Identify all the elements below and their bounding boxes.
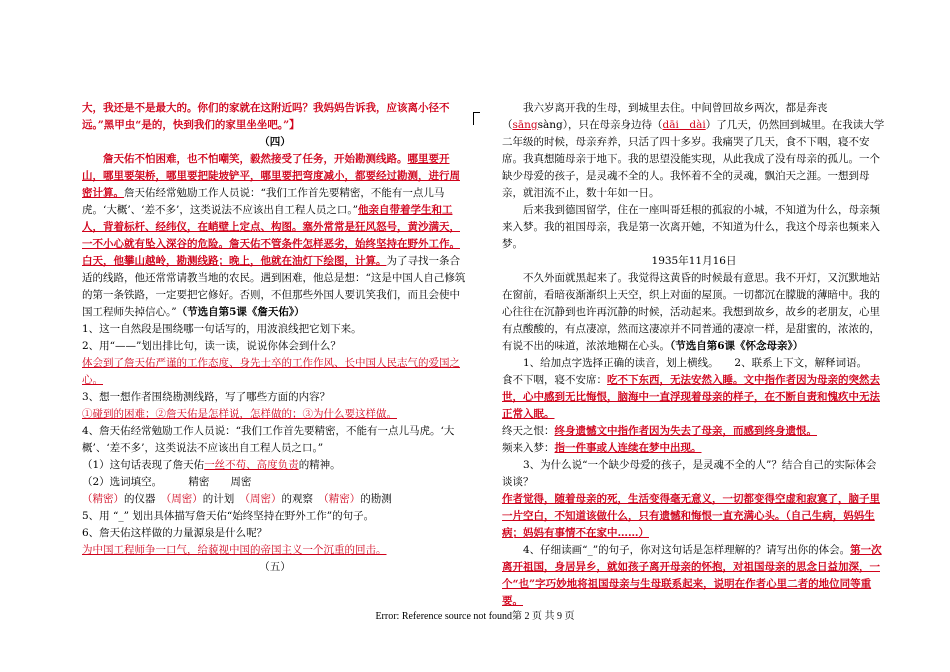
passage-six-para-3: [502, 270, 886, 355]
definition-3: [502, 440, 886, 457]
p1-text-b: sàng），只在母亲身边待（: [537, 119, 663, 131]
definition-answer-1: 吃不下东西，无法安然入睡。文中指作者因为母亲的突然去世，心中感到无比悔恨，脑海中一直浮现着母亲的样子，在不断自责和愧疚中无法正常入眠。: [502, 374, 880, 420]
term-2: 终天之恨：: [502, 425, 555, 437]
passage-six-para-2: 后来我到德国留学，住在一座叫哥廷根的孤寂的小城，不知道为什么，母亲频来入梦。我的祖国母亲，我是第一次离开她，不知道为什么，我这个母亲也频来入梦。: [502, 204, 880, 250]
fill-answer-1: （精密）: [82, 493, 124, 505]
fill-answer-4: （精密）: [323, 493, 361, 505]
passage-text: 詹天佑经常勉励工作人员说：“我们工作首先要精密，不能有一点儿马虎。‘大概’、‘差不多’，这类说法不应该出自工程人员之口。”: [82, 187, 445, 216]
fill-text-4: 的勘测: [360, 493, 392, 505]
passage-six-para-1: [502, 100, 886, 202]
definition-answer-2: 终身遗憾文中指作者因为失去了母亲，而感到终身遗恨。: [554, 425, 817, 437]
fill-text-3: 的观察: [281, 493, 324, 505]
underlined-sentence: 他亲自带着学生和工人，背着标杆、经纬仪，在峭壁上定点、构图。塞外常常是狂风怒号，黄沙满天，一不小心就有坠入深谷的危险。詹天佑不管条件怎样恶劣，始终坚持在野外工作。白天，他攀山越岭，勘测线路；晚上，他就在油灯下绘图，计算。: [82, 204, 460, 267]
term-3: 频来入梦：: [502, 442, 555, 454]
pinyin-option-2: dāi dài: [662, 119, 706, 131]
question-6: 6、詹天佑这样做的力量源泉是什么呢？: [82, 527, 268, 539]
pinyin-option-1: sāng: [512, 119, 538, 131]
term-1: 食不下咽，寝不安席：: [502, 374, 607, 386]
answer-r4: 第一次离开祖国，身居异乡，就如孩子离开母亲的怀抱，对祖国母亲的思念日益加深，一个“也”字巧妙地将祖国母亲与生母联系起来，说明在作者心里二者的地位同等重要。: [502, 544, 882, 607]
question-5: 5、用 “_” 划出具体描写詹天佑“始终坚持在野外工作”的句子。: [82, 510, 375, 522]
section-five-heading: （五）: [259, 561, 291, 573]
question-1: 1、这一自然段是围绕哪一句话写的，用波浪线把它划下来。: [82, 323, 362, 335]
intro-text: 大，我还是不是最大的。你们的家就在这附近吗？我妈妈告诉我，应该离小径不远。”黑甲虫“是的，快到我们的家里坐坐吧。”】: [82, 102, 450, 131]
answer-6: 为中国工程师争一口气，给藐视中国的帝国主义一个沉重的回击。: [82, 544, 387, 556]
passage-source: （节选自第5课《詹天佑》）: [176, 306, 305, 318]
question-4: 4、詹天佑经常勉励工作人员说：“我们工作首先要精密，不能有一点儿马虎。‘大概’、‘差不多’，这类说法不应该出自工程人员之口。”: [82, 425, 455, 454]
p1-text-a: 我六岁离开我的生母，到城里去住。中间曾回故乡两次，都是奔丧（: [502, 102, 828, 131]
answer-r3: 作者觉得，随着母亲的死，生活变得毫无意义，一切都变得空虚和寂寞了，脑子里一片空白，不知道该做什么，只有遗憾和悔恨一直充满心头。（自己生病，妈妈生病；妈妈有事情不在家中……）: [502, 493, 880, 539]
question-r4: [502, 542, 886, 610]
question-4-2: （2）选词填空。 精密 周密: [82, 476, 252, 488]
margin-mark: [473, 112, 480, 125]
answer-2: 体会到了詹天佑严谨的工作态度、身先士卒的工作作风、长中国人民志气的爱国之心。: [82, 357, 460, 386]
passage-four: [82, 151, 468, 321]
section-four-heading: （四）: [259, 136, 291, 148]
question-r1: 1、给加点字选择正确的读音，划上横线。 2、联系上下文，解释词语。: [523, 357, 868, 369]
word-fill-row: [82, 491, 468, 508]
definition-2: [502, 423, 886, 440]
question-r4-text: 4、仔细读画“_”的句子，你对这句话是怎样理解的？请写出你的体会。: [523, 544, 851, 556]
q4-1-answer: 一丝不苟、高度负责: [204, 459, 299, 471]
question-2: 2、用“——”划出排比句，读一读，说说你体会到什么？: [82, 340, 341, 352]
question-3: 3、想一想作者围绕勘测线路，写了哪些方面的内容？: [82, 391, 331, 403]
question-4-1: [82, 457, 468, 474]
definition-answer-3: 指一件事或人连续在梦中出现。: [554, 442, 702, 454]
answer-3: ①碰到的困难；②詹天佑是怎样说，怎样做的；③为什么要这样做。: [82, 408, 397, 420]
q4-1-prefix: （1）这句话表现了詹天佑: [82, 459, 205, 471]
passage-text-2: 为了寻找一条合适的线路，他还常常请教当地的农民。遇到困难，他总是想：“这是中国人自己修筑的第一条铁路，一定要把它修好。否则，不但那些外国人要讥笑我们，而且会使中国工程师失掉信心。”: [82, 255, 466, 318]
p3-text: 不久外面就黑起来了。我觉得这黄昏的时候最有意思。我不开灯，又沉默地站在窗前，看暗夜渐渐织上天空，织上对面的屋顶。一切都沉在朦胧的薄暗中。我的心往往在沉静到也许再沉静的时候，活动起来。我想到故乡，故乡的老朋友，心里有点酸酸的，有点凄凉，然而这凄凉并不同普通的凄凉一样，是甜蜜的，浓浓的，有说不出的味道，浓浓地糊在心头。: [502, 272, 880, 352]
fill-text-1: 的仪器: [124, 493, 166, 505]
page-footer: Error: Reference source not found第 2 页 共 9 页: [375, 611, 575, 622]
fill-answer-2: （周密）: [166, 493, 203, 505]
definition-1: [502, 372, 886, 423]
question-r3: 3、为什么说“一个缺少母爱的孩子，是灵魂不全的人”？结合自己的实际体会谈谈？: [502, 459, 877, 488]
topic-sentence: 詹天佑不怕困难，也不怕嘲笑，毅然接受了任务，开始勘测线路。: [103, 153, 408, 165]
p1-text-c: ）了几天，仍然回到城里。在我读大学二年级的时候，母亲弃养，只活了四十多岁。我痛哭了几天，食不下咽，寝不安席。我真想随母亲于地下。我的思望没能实现，从此我成了没有母亲的孤儿。一个缺少母爱的孩子，是灵魂不全的人。我怀着不全的灵魂，飘泊天之涯。一想到母亲，就泪流不止，数十年如一日。: [502, 119, 885, 199]
fill-text-2: 的计划: [202, 493, 245, 505]
q4-1-suffix: 的精神。: [298, 459, 341, 471]
right-column: [502, 100, 886, 610]
parallel-sentence: 哪里要开山，哪里要架桥，哪里要把陡坡铲平，哪里要把弯度减小，都要经过勘测，进行周密计算。: [82, 153, 460, 199]
passage-six-source: （节选自第6课《怀念母亲》）: [670, 340, 804, 352]
left-column: [82, 100, 468, 576]
diary-date: 1935年11月16日: [651, 255, 737, 267]
fill-answer-3: （周密）: [244, 493, 282, 505]
